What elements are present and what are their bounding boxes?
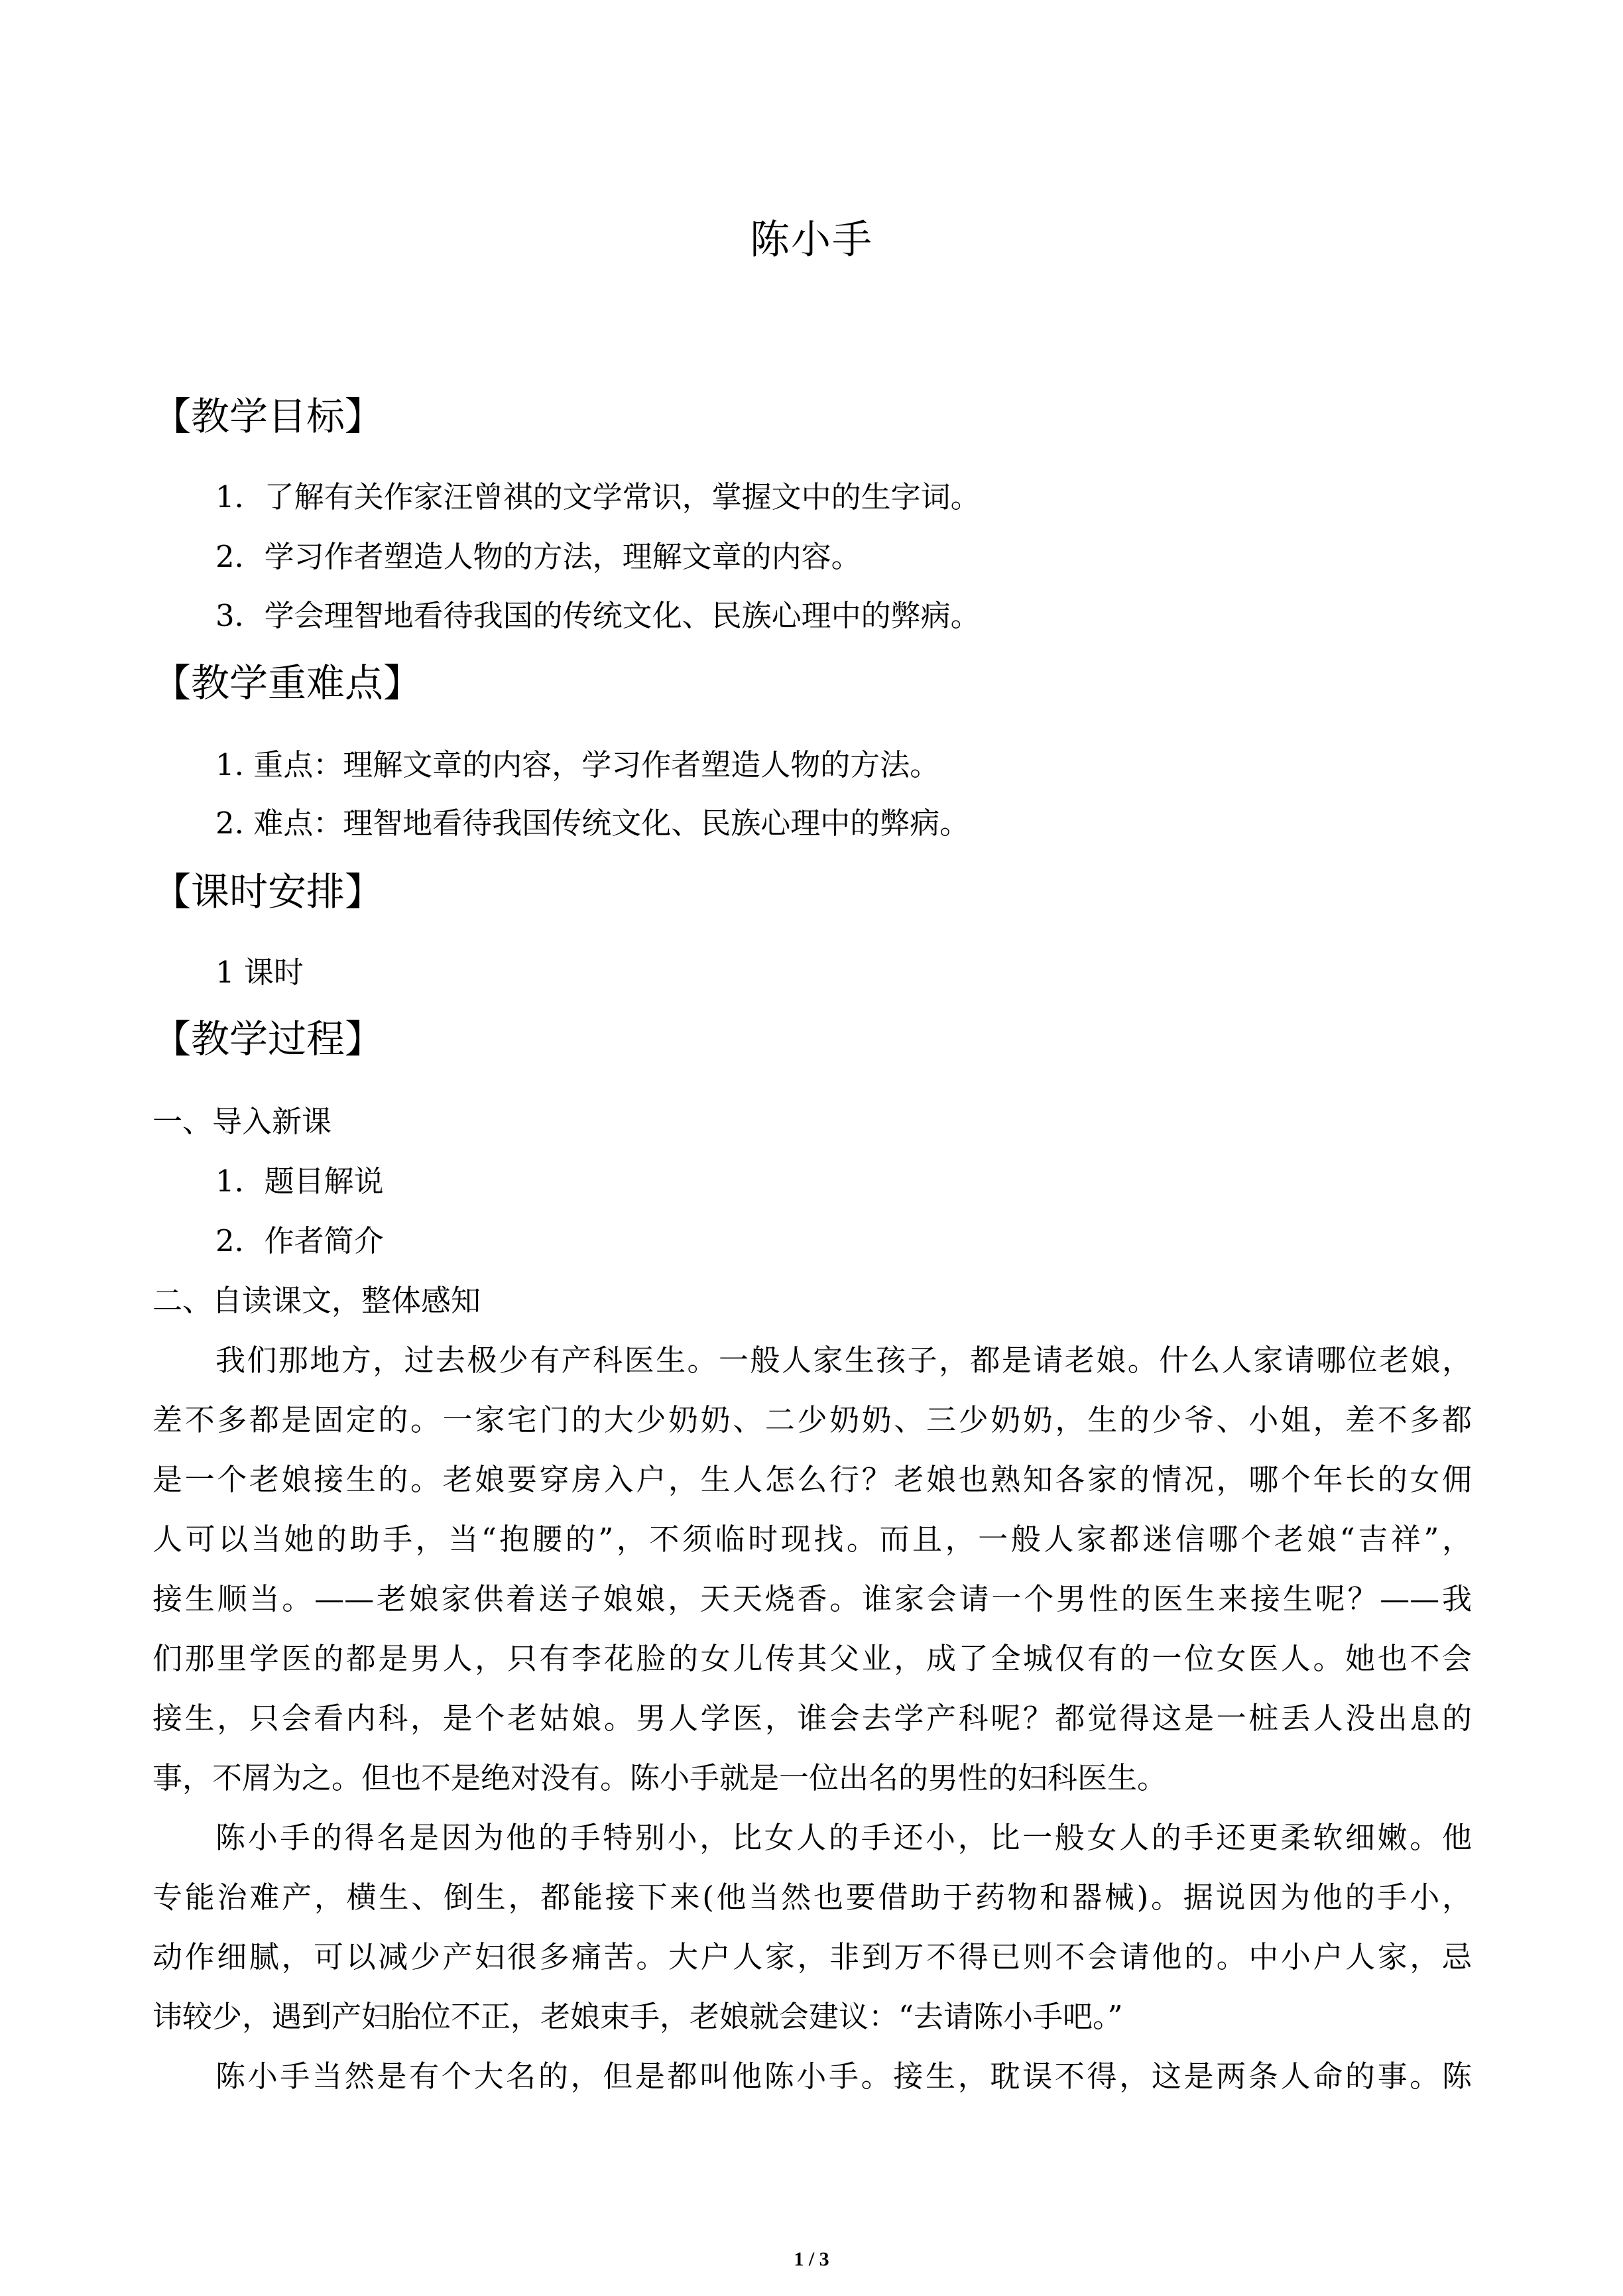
text-line: 是一个老娘接生的。老娘要穿房入户，生人怎么行？老娘也熟知各家的情况，哪个年长的女佣 xyxy=(152,1462,1472,1497)
schedule-text: 1 课时 xyxy=(215,955,304,990)
paragraph-2 xyxy=(152,1808,1472,2047)
text-line: 陈小手当然是有个大名的，但是都叫他陈小手。接生，耽误不得，这是两条人命的事。陈 xyxy=(215,2059,1472,2094)
process-item: 2．作者简介 xyxy=(215,1223,384,1258)
heading-objectives: 【教学目标】 xyxy=(152,394,384,439)
text-line: 专能治难产，横生、倒生，都能接下来(他当然也要借助于药物和器械)。据说因为他的手小， xyxy=(152,1880,1472,1915)
process-item: 1．题目解说 xyxy=(215,1164,384,1199)
objective-item: 1．了解有关作家汪曾祺的文学常识，掌握文中的生字词。 xyxy=(215,479,981,514)
text-line: 讳较少，遇到产妇胎位不正，老娘束手，老娘就会建议：“去请陈小手吧。” xyxy=(152,1999,1123,2034)
text-line: 们那里学医的都是男人，只有李花脸的女儿传其父业，成了全城仅有的一位女医人。她也不会 xyxy=(152,1641,1472,1676)
text-line: 陈小手的得名是因为他的手特别小，比女人的手还小，比一般女人的手还更柔软细嫩。他 xyxy=(215,1820,1472,1855)
document-title: 陈小手 xyxy=(750,217,873,263)
objective-item: 2．学习作者塑造人物的方法，理解文章的内容。 xyxy=(215,539,861,574)
objective-item: 3．学会理智地看待我国的传统文化、民族心理中的弊病。 xyxy=(215,598,981,633)
text-line: 事，不屑为之。但也不是绝对没有。陈小手就是一位出名的男性的妇科医生。 xyxy=(152,1760,1168,1795)
text-line: 接生顺当。——老娘家供着送子娘娘，天天烧香。谁家会请一个男性的医生来接生呢？——我 xyxy=(152,1581,1472,1616)
key-point-item: 2. 难点：理智地看待我国传统文化、民族心理中的弊病。 xyxy=(215,806,970,841)
text-line: 差不多都是固定的。一家宅门的大少奶奶、二少奶奶、三少奶奶，生的少爷、小姐，差不多都 xyxy=(152,1402,1472,1437)
paragraph-3 xyxy=(152,2047,1472,2106)
heading-process: 【教学过程】 xyxy=(152,1016,384,1061)
process-part-1: 一、导入新课 xyxy=(152,1104,332,1139)
process-part-2: 二、自读课文，整体感知 xyxy=(152,1283,481,1318)
text-line: 接生，只会看内科，是个老姑娘。男人学医，谁会去学产科呢？都觉得这是一桩丢人没出息的 xyxy=(152,1701,1472,1736)
paragraph-1 xyxy=(152,1331,1472,1808)
text-line: 我们那地方，过去极少有产科医生。一般人家生孩子，都是请老娘。什么人家请哪位老娘， xyxy=(215,1343,1472,1378)
text-line: 人可以当她的助手，当“抱腰的”，不须临时现找。而且，一般人家都迷信哪个老娘“吉祥”， xyxy=(152,1522,1472,1557)
key-point-item: 1. 重点：理解文章的内容，学习作者塑造人物的方法。 xyxy=(215,747,940,782)
text-line: 动作细腻，可以减少产妇很多痛苦。大户人家，非到万不得已则不会请他的。中小户人家，忌 xyxy=(152,1939,1472,1974)
heading-key-points: 【教学重难点】 xyxy=(152,660,422,705)
page-number: 1 / 3 xyxy=(794,2248,829,2270)
heading-schedule: 【课时安排】 xyxy=(152,869,384,914)
